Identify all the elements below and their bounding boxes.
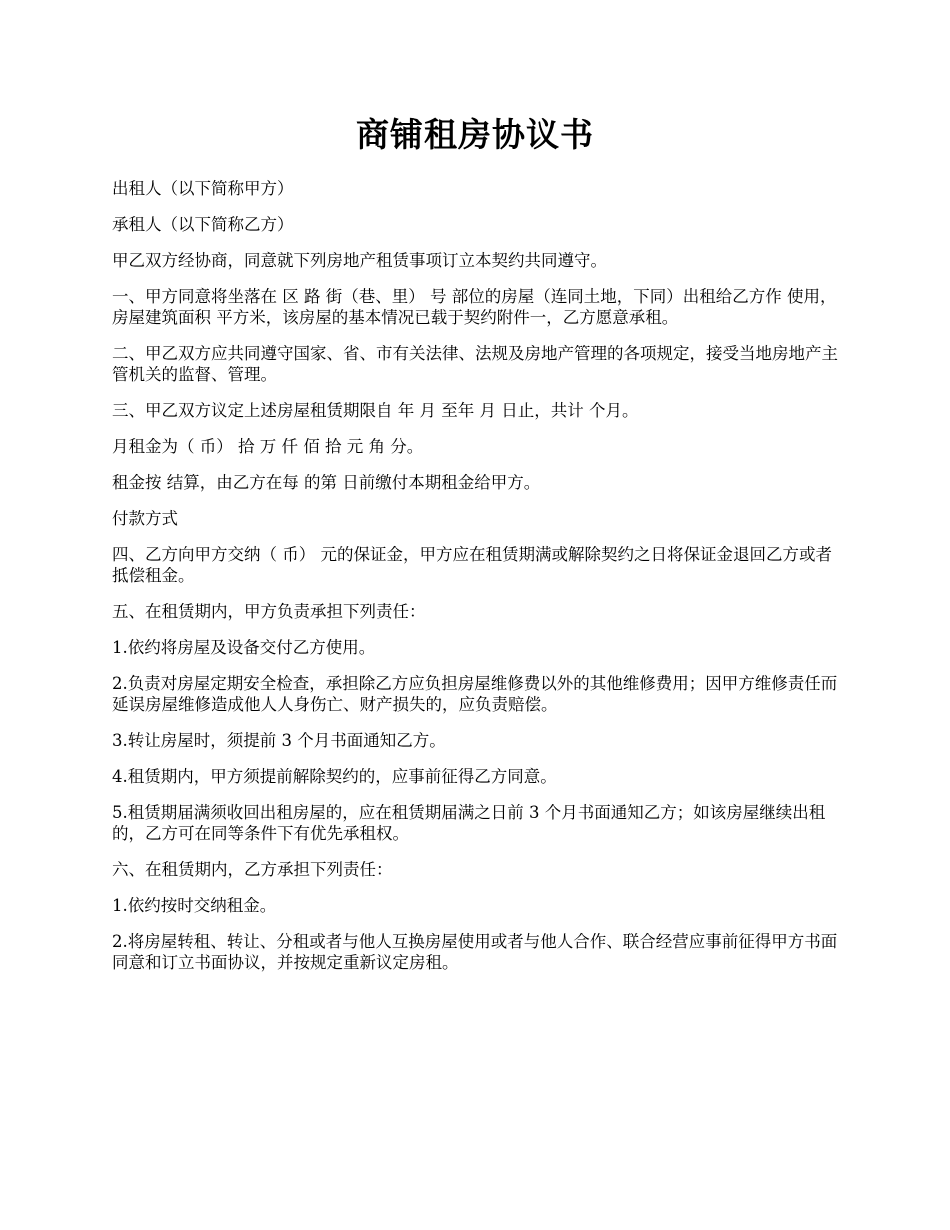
paragraph-clause-5-item-5: 5.租赁期届满须收回出租房屋的，应在租赁期届满之日前 3 个月书面通知乙方；如该房屋继续出租的，乙方可在同等条件下有优先承租权。 (112, 803, 826, 843)
paragraph-clause-5: 五、在租赁期内，甲方负责承担下列责任： (112, 602, 426, 621)
paragraph-monthly-rent: 月租金为（ 币） 拾 万 仟 佰 拾 元 角 分。 (112, 437, 424, 456)
paragraph-clause-6: 六、在租赁期内，乙方承担下列责任： (112, 860, 393, 879)
paragraph-lessor: 出租人（以下简称甲方） (112, 179, 294, 198)
paragraph-agreement: 甲乙双方经协商，同意就下列房地产租赁事项订立本契约共同遵守。 (112, 251, 607, 270)
paragraph-clause-5-item-4: 4.租赁期内，甲方须提前解除契约的，应事前征得乙方同意。 (112, 767, 557, 786)
paragraph-clause-4: 四、乙方向甲方交纳（ 币） 元的保证金，甲方应在租赁期满或解除契约之日将保证金退回乙方或者抵偿租金。 (112, 545, 832, 585)
paragraph-clause-6-item-1: 1.依约按时交纳租金。 (112, 896, 277, 915)
paragraph-rent-settlement: 租金按 结算，由乙方在每 的第 日前缴付本期租金给甲方。 (112, 473, 541, 492)
paragraph-payment-method: 付款方式 (112, 509, 178, 528)
paragraph-clause-2: 二、甲乙双方应共同遵守国家、省、市有关法律、法规及房地产管理的各项规定，接受当地房地产主管机关的监督、管理。 (112, 344, 838, 384)
paragraph-clause-3: 三、甲乙双方议定上述房屋租赁期限自 年 月 至年 月 日止，共计 个月。 (112, 401, 639, 420)
paragraph-clause-1: 一、甲方同意将坐落在 区 路 街（巷、里） 号 部位的房屋（连同土地，下同）出租给乙方作 使用，房屋建筑面积 平方米，该房屋的基本情况已载于契约附件一，乙方愿意承租。 (112, 287, 837, 327)
paragraph-lessee: 承租人（以下简称乙方） (112, 215, 294, 234)
document-title: 商铺租房协议书 (356, 115, 594, 154)
paragraph-clause-5-item-3: 3.转让房屋时，须提前 3 个月书面通知乙方。 (112, 731, 446, 750)
document-body (112, 178, 842, 988)
paragraph-clause-6-item-2: 2.将房屋转租、转让、分租或者与他人互换房屋使用或者与他人合作、联合经营应事前征得甲方书面同意和订立书面协议，并按规定重新议定房租。 (112, 932, 838, 972)
paragraph-clause-5-item-1: 1.依约将房屋及设备交付乙方使用。 (112, 638, 376, 657)
paragraph-clause-5-item-2: 2.负责对房屋定期安全检查，承担除乙方应负担房屋维修费以外的其他维修费用；因甲方维修责任而延误房屋维修造成他人人身伤亡、财产损失的，应负责赔偿。 (112, 674, 838, 714)
